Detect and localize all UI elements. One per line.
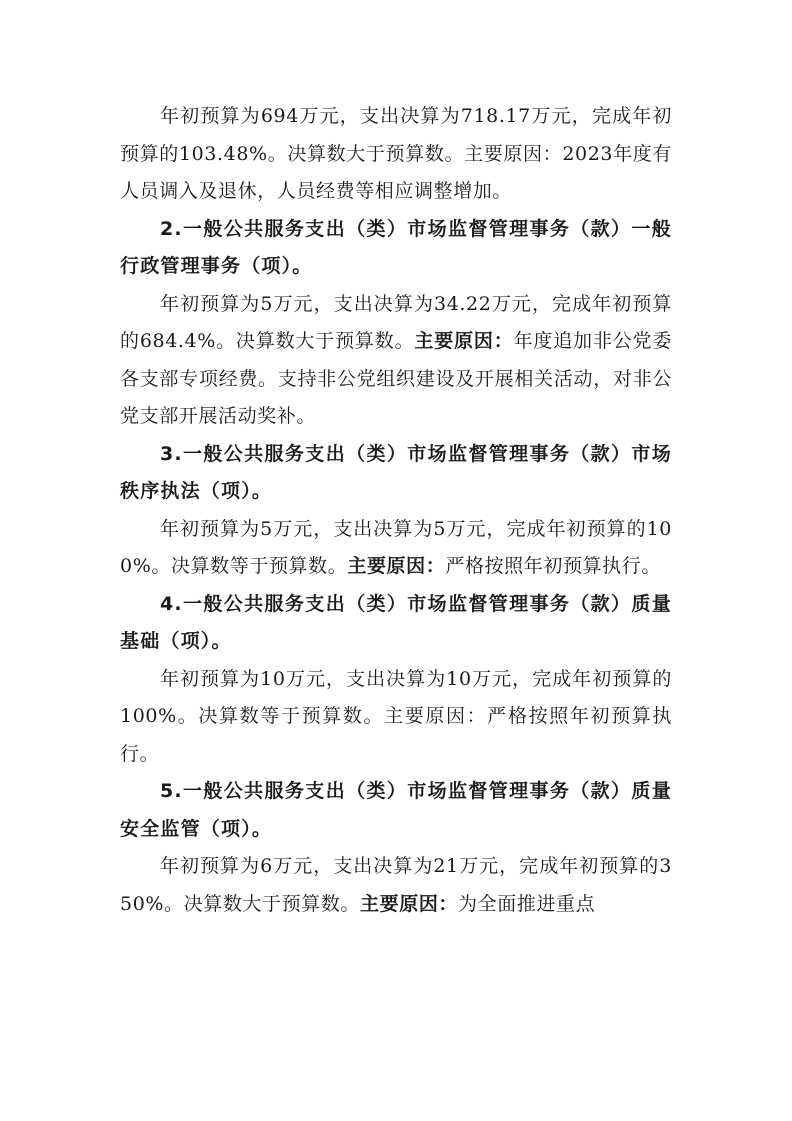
- paragraph-item2-result: [120, 286, 672, 436]
- reason-label: 主要原因：: [414, 330, 514, 352]
- reason-label: 主要原因：: [360, 892, 459, 915]
- document-body: [120, 98, 672, 923]
- reason-label: 主要原因：: [347, 555, 446, 577]
- paragraph-text: 年初预算为5万元，支出决算为5万元，完成年初预算的100%。决算数等于预算数。: [120, 517, 672, 577]
- paragraph-text: 为全面推进重点: [458, 892, 596, 915]
- paragraph-item4-result: 年初预算为10万元，支出决算为10万元，完成年初预算的100%。决算数等于预算数。主要原因：严格按照年初预算执行。: [120, 667, 672, 765]
- paragraph-text: 年度追加非公党委各支部专项经费。支持非公党组织建设及开展相关活动，对非公党支部开展活动奖补。: [120, 330, 672, 427]
- paragraph-item3-result: [120, 511, 672, 586]
- paragraph-item5-result: [120, 848, 672, 923]
- paragraph-text: 严格按照年初预算执行。: [445, 555, 661, 577]
- heading-item4: 4.一般公共服务支出（类）市场监督管理事务（款）质量基础（项）。: [120, 592, 672, 652]
- paragraph-text: 年初预算为6万元，支出决算为21万元，完成年初预算的350%。决算数大于预算数。: [120, 855, 672, 915]
- paragraph-item1-result: 年初预算为694万元，支出决算为718.17万元，完成年初预算的103.48%。决算数大于预算数。主要原因：2023年度有人员调入及退休，人员经费等相应调整增加。: [120, 105, 672, 202]
- heading-item5: 5.一般公共服务支出（类）市场监督管理事务（款）质量安全监管（项）。: [120, 780, 672, 840]
- heading-item3: 3.一般公共服务支出（类）市场监督管理事务（款）市场秩序执法（项）。: [120, 442, 672, 502]
- heading-item2: 2.一般公共服务支出（类）市场监督管理事务（款）一般行政管理事务（项）。: [120, 217, 672, 277]
- paragraph-text: 年初预算为5万元，支出决算为34.22万元，完成年初预算的684.4%。决算数大于预算数。: [120, 292, 672, 352]
